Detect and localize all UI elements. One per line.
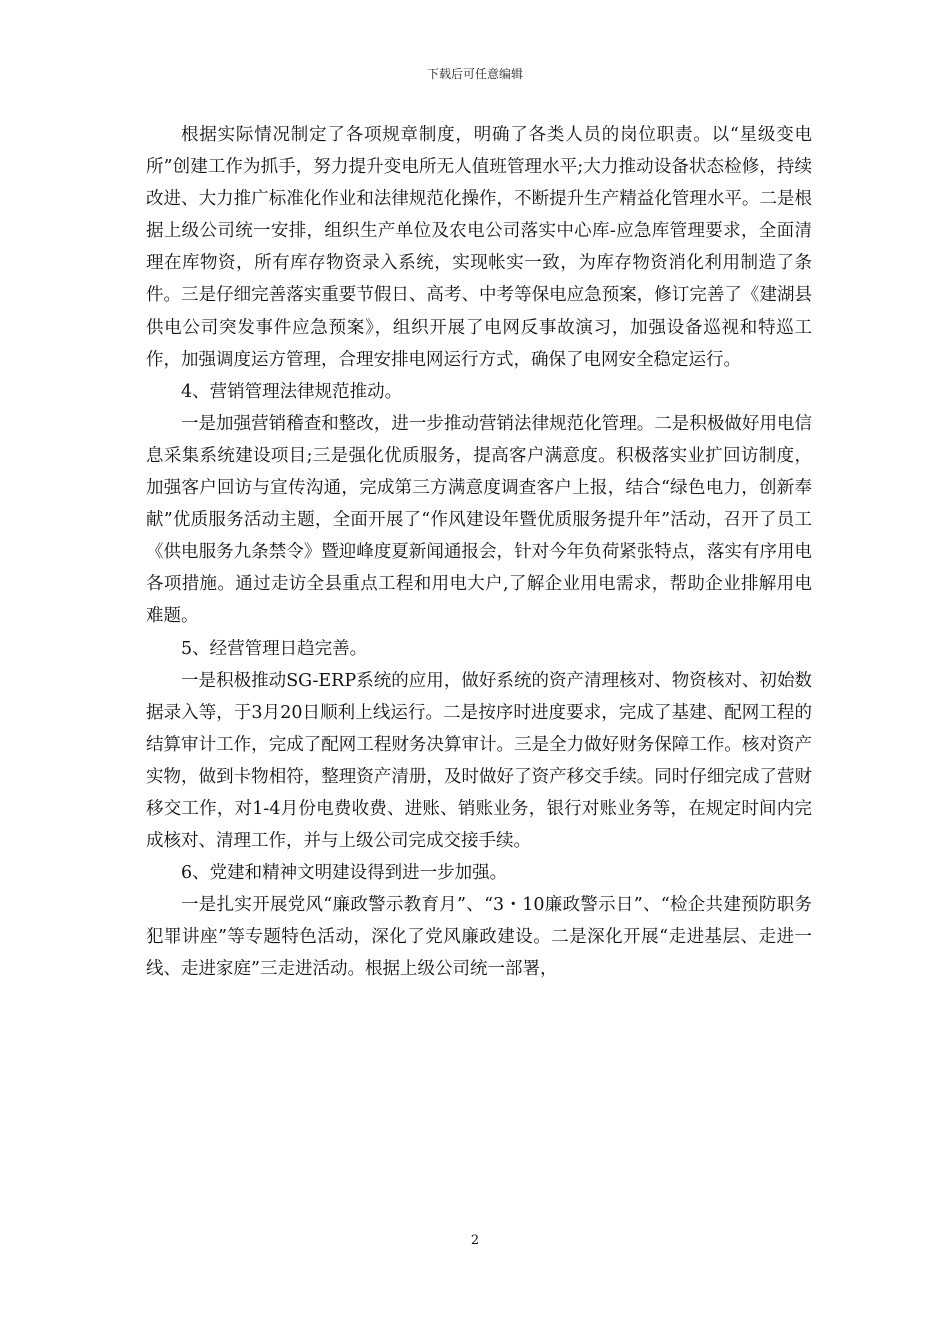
heading-marketing-management: 4、营销管理法律规范推动。 (181, 381, 403, 402)
paragraph-party-building: 一是扎实开展党风“廉政警示教育月”、“3・10廉政警示日”、“检企共建预防职务犯罪讲座”等专题特色活动，深化了党风廉政建设。二是深化开展“走进基层、走进一线、走进家庭”三走进活动。根据上级公司统一部署， (146, 895, 812, 980)
page-header: 下载后可任意编辑 (426, 67, 523, 81)
document-body (146, 119, 812, 986)
heading-business-management: 5、经营管理日趋完善。 (181, 638, 368, 659)
heading-party-building: 6、党建和精神文明建设得到进一步加强。 (181, 863, 508, 884)
paragraph-regulations: 根据实际情况制定了各项规章制度，明确了各类人员的岗位职责。以“星级变电所”创建工作为抓手，努力提升变电所无人值班管理水平;大力推动设备状态检修，持续改进、大力推广标准化作业和法律规范化操作，不断提升生产精益化管理水平。二是根据上级公司统一安排，组织生产单位及农电公司落实中心库-应急库管理要求，全面清理在库物资，所有库存物资录入系统，实现帐实一致，为库存物资消化利用制造了条件。三是仔细完善落实重要节假日、高考、中考等保电应急预案，修订完善了《建湖县供电公司突发事件应急预案》，组织开展了电网反事故演习，加强设备巡视和特巡工作，加强调度运方管理，合理安排电网运行方式，确保了电网安全稳定运行。 (146, 125, 812, 370)
paragraph-business: 一是积极推动SG-ERP系统的应用，做好系统的资产清理核对、物资核对、初始数据录入等，于3月20日顺利上线运行。二是按序时进度要求，完成了基建、配网工程的结算审计工作，完成了配网工程财务决算审计。三是全力做好财务保障工作。核对资产实物，做到卡物相符，整理资产清册，及时做好了资产移交手续。同时仔细完成了营财移交工作，对1-4月份电费收费、进账、销账业务，银行对账业务等，在规定时间内完成核对、清理工作，并与上级公司完成交接手续。 (146, 670, 812, 852)
paragraph-marketing: 一是加强营销稽查和整改，进一步推动营销法律规范化管理。二是积极做好用电信息采集系统建设项目;三是强化优质服务，提高客户满意度。积极落实业扩回访制度，加强客户回访与宣传沟通，完成第三方满意度调查客户上报，结合“绿色电力，创新奉献”优质服务活动主题，全面开展了“作风建设年暨优质服务提升年”活动，召开了员工《供电服务九条禁令》暨迎峰度夏新闻通报会，针对今年负荷紧张特点，落实有序用电各项措施。通过走访全县重点工程和用电大户,了解企业用电需求，帮助企业排解用电难题。 (146, 413, 812, 627)
page-number: 2 (470, 1233, 480, 1248)
